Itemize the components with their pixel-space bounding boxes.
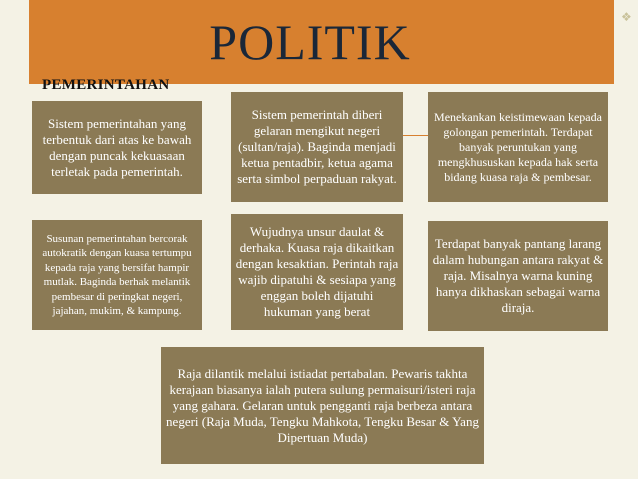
- box-text: Wujudnya unsur daulat & derhaka. Kuasa raja dikaitkan dengan kesaktian. Perintah raja wajib dipatuhi & sesiapa yang enggan boleh dijatuhi hukuman yang berat: [235, 224, 399, 319]
- slide-title: POLITIK: [209, 14, 411, 70]
- box-gelaran-raja: [231, 92, 403, 202]
- connector-line: [403, 135, 428, 136]
- box-susunan-pemerintahan: [32, 220, 202, 330]
- box-keistimewaan: [428, 92, 608, 202]
- box-istiadat-pertabalan: [161, 347, 484, 464]
- slide-subtitle: PEMERINTAHAN: [42, 77, 170, 93]
- box-text: Terdapat banyak pantang larang dalam hubungan antara rakyat & raja. Misalnya warna kuning hanya dikhaskan sebagai warna diraja.: [432, 236, 604, 315]
- diamond-ornament-icon: ❖: [621, 10, 632, 24]
- box-text: Sistem pemerintah diberi gelaran mengikut negeri (sultan/raja). Baginda menjadi ketua pentadbir, ketua agama serta simbol perpaduan rakyat.: [237, 107, 397, 186]
- box-text: Susunan pemerintahan bercorak autokratik dengan kuasa tertumpu kepada raja yang bersifat hampir mutlak. Baginda berhak melantik pembesar di peringkat negeri, jajahan, mukim, & kampung.: [42, 232, 192, 317]
- box-text: Menekankan keistimewaan kepada golongan pemerintah. Terdapat banyak peruntukan yang mengkhususkan kepada hak serta bidang kuasa raja & pembesar.: [434, 109, 602, 184]
- box-pantang-larang: [428, 221, 608, 331]
- box-text: Sistem pemerintahan yang terbentuk dari atas ke bawah dengan puncak kekuasaan terletak pada pemerintah.: [42, 115, 192, 179]
- box-daulat-derhaka: [231, 214, 403, 330]
- box-sistem-pemerintahan: [32, 101, 202, 194]
- box-text: Raja dilantik melalui istiadat pertabalan. Pewaris takhta kerajaan biasanya ialah putera sulung permaisuri/isteri raja yang gahara. Gelaran untuk pengganti raja berbeza antara negeri (Raja Muda, Tengku Mahkota, Tengku Besar & Yang Dipertuan Muda): [166, 365, 479, 445]
